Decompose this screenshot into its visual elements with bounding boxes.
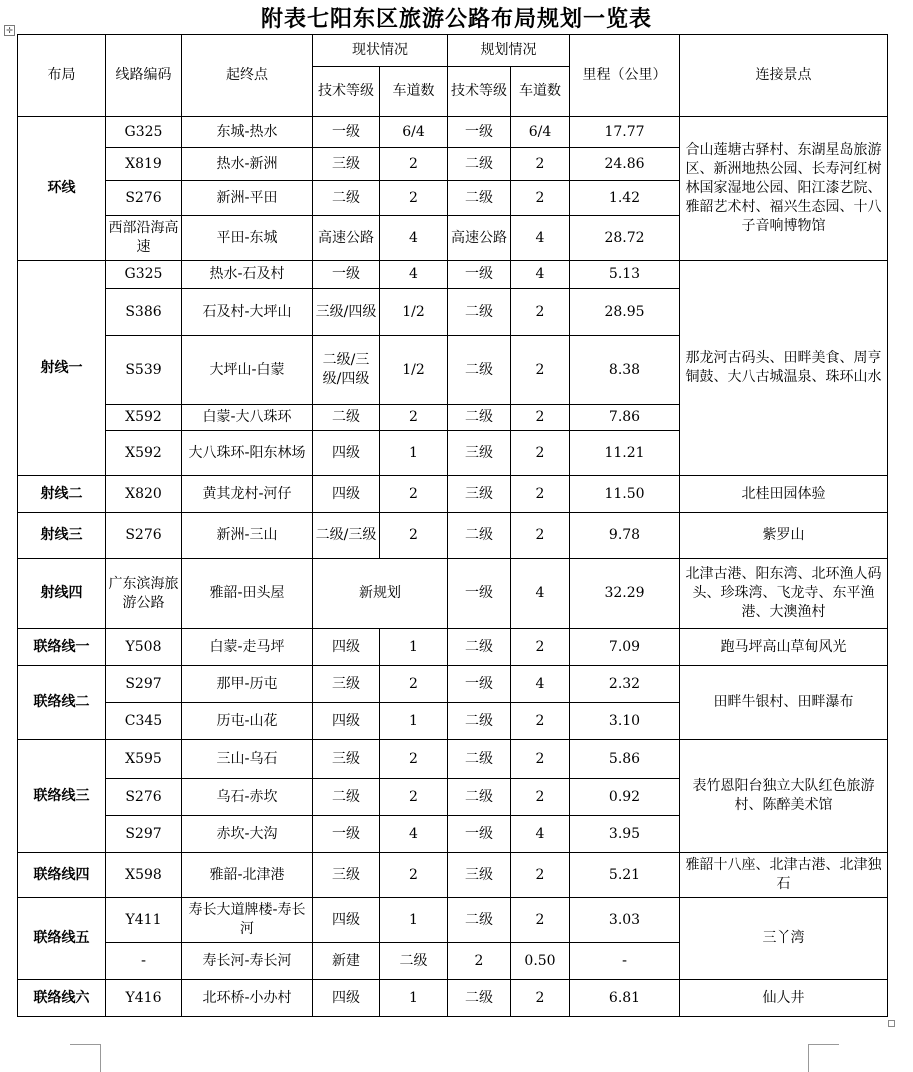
mileage-cell: 9.78 [570, 513, 680, 559]
endpoints-cell: 石及村-大坪山 [182, 289, 313, 336]
current-grade-cell: 三级/四级 [313, 289, 380, 336]
scenic-cell: 田畔牛银村、田畔瀑布 [680, 666, 888, 740]
plan-grade-cell: 一级 [448, 117, 511, 148]
layout-cell: 联络线一 [18, 629, 106, 666]
current-lanes-cell: 2 [380, 513, 448, 559]
mileage-cell: 32.29 [570, 559, 680, 629]
code-cell: X819 [106, 148, 182, 181]
current-grade-cell: 新建 [313, 943, 380, 980]
current-grade-cell: 三级 [313, 853, 380, 898]
current-grade-cell: 一级 [313, 816, 380, 853]
plan-grade-cell: 三级 [448, 431, 511, 476]
mileage-cell: 0.92 [570, 779, 680, 816]
mileage-cell: 7.09 [570, 629, 680, 666]
mileage-cell: 5.13 [570, 261, 680, 289]
code-cell: X820 [106, 476, 182, 513]
scenic-cell: 跑马坪高山草甸风光 [680, 629, 888, 666]
plan-grade-cell: 一级 [448, 261, 511, 289]
plan-grade-cell: 一级 [448, 559, 511, 629]
plan-grade-cell: 二级 [448, 629, 511, 666]
current-lanes-cell: 2 [380, 779, 448, 816]
page-corner-mark-left [70, 1044, 101, 1072]
endpoints-cell: 黄其龙村-河仔 [182, 476, 313, 513]
mileage-cell: 1.42 [570, 181, 680, 216]
code-cell: S276 [106, 513, 182, 559]
code-cell: G325 [106, 117, 182, 148]
code-cell: Y411 [106, 898, 182, 943]
plan-lanes-cell: 4 [511, 559, 570, 629]
code-cell: C345 [106, 703, 182, 740]
endpoints-cell: 北环桥-小办村 [182, 980, 313, 1017]
header-plan-lanes: 车道数 [511, 67, 570, 117]
endpoints-cell: 东城-热水 [182, 117, 313, 148]
mileage-cell: 11.21 [570, 431, 680, 476]
current-lanes-cell: 1/2 [380, 336, 448, 405]
mileage-cell: 28.72 [570, 216, 680, 261]
table-row [18, 853, 888, 898]
endpoints-cell: 赤坎-大沟 [182, 816, 313, 853]
current-lanes-cell: 4 [380, 816, 448, 853]
current-grade-cell: 三级 [313, 666, 380, 703]
current-grade-cell: 二级 [313, 405, 380, 431]
current-lanes-cell: 1 [380, 980, 448, 1017]
plan-grade-cell: 二级 [448, 898, 511, 943]
plan-lanes-cell: 2 [511, 980, 570, 1017]
current-lanes-cell: 2 [380, 666, 448, 703]
current-lanes-cell: 1 [380, 431, 448, 476]
layout-cell: 射线三 [18, 513, 106, 559]
plan-lanes-cell: 2 [511, 740, 570, 779]
code-cell: S539 [106, 336, 182, 405]
current-grade-cell: 四级 [313, 703, 380, 740]
mileage-cell: 8.38 [570, 336, 680, 405]
scenic-cell: 北桂田园体验 [680, 476, 888, 513]
endpoints-cell: 白蒙-大八珠环 [182, 405, 313, 431]
plan-lanes-cell: 4 [511, 816, 570, 853]
current-grade-cell: 四级 [313, 898, 380, 943]
mileage-cell: 3.10 [570, 703, 680, 740]
endpoints-cell: 热水-石及村 [182, 261, 313, 289]
scenic-cell: 仙人井 [680, 980, 888, 1017]
plan-grade-cell: 2 [448, 943, 511, 980]
plan-lanes-cell: 2 [511, 853, 570, 898]
table-row [18, 980, 888, 1017]
table-row [18, 898, 888, 943]
route-plan-table [17, 34, 888, 1017]
code-cell: S276 [106, 779, 182, 816]
plan-lanes-cell: 2 [511, 629, 570, 666]
current-lanes-cell: 4 [380, 261, 448, 289]
header-layout: 布局 [18, 35, 106, 117]
code-cell: G325 [106, 261, 182, 289]
plan-grade-cell: 三级 [448, 476, 511, 513]
header-endpoints: 起终点 [182, 35, 313, 117]
current-grade-cell: 二级/三级 [313, 513, 380, 559]
plan-lanes-cell: 2 [511, 898, 570, 943]
current-grade-cell: 二级 [313, 181, 380, 216]
current-lanes-cell: 6/4 [380, 117, 448, 148]
layout-cell: 射线二 [18, 476, 106, 513]
code-cell: 西部沿海高速 [106, 216, 182, 261]
current-lanes-cell: 4 [380, 216, 448, 261]
current-lanes-cell: 2 [380, 853, 448, 898]
current-lanes-cell: 2 [380, 405, 448, 431]
code-cell: S276 [106, 181, 182, 216]
scenic-cell: 合山莲塘古驿村、东湖星岛旅游区、新洲地热公园、长寿河红树林国家湿地公园、阳江漆艺院、雅韶艺术村、福兴生态园、十八子音响博物馆 [680, 117, 888, 261]
plan-lanes-cell: 4 [511, 261, 570, 289]
plan-grade-cell: 二级 [448, 740, 511, 779]
layout-cell: 联络线三 [18, 740, 106, 853]
code-cell: - [106, 943, 182, 980]
layout-cell: 射线四 [18, 559, 106, 629]
mileage-cell: 28.95 [570, 289, 680, 336]
layout-cell: 联络线二 [18, 666, 106, 740]
current-lanes-cell: 1 [380, 898, 448, 943]
plan-grade-cell: 三级 [448, 853, 511, 898]
table-row [18, 261, 888, 289]
plan-grade-cell: 二级 [448, 336, 511, 405]
endpoints-cell: 乌石-赤坎 [182, 779, 313, 816]
plan-grade-cell: 高速公路 [448, 216, 511, 261]
plan-grade-cell: 二级 [448, 181, 511, 216]
code-cell: S297 [106, 666, 182, 703]
layout-cell: 射线一 [18, 261, 106, 476]
current-lanes-cell: 2 [380, 740, 448, 779]
plan-lanes-cell: 0.50 [511, 943, 570, 980]
plan-lanes-cell: 2 [511, 336, 570, 405]
mileage-cell: 3.95 [570, 816, 680, 853]
endpoints-cell: 平田-东城 [182, 216, 313, 261]
current-grade-cell: 一级 [313, 261, 380, 289]
mileage-cell: 7.86 [570, 405, 680, 431]
code-cell: X595 [106, 740, 182, 779]
current-grade-cell: 四级 [313, 476, 380, 513]
plan-lanes-cell: 6/4 [511, 117, 570, 148]
endpoints-cell: 寿长河-寿长河 [182, 943, 313, 980]
table-resize-handle[interactable] [888, 1020, 895, 1027]
header-code: 线路编码 [106, 35, 182, 117]
plan-lanes-cell: 2 [511, 476, 570, 513]
plan-lanes-cell: 2 [511, 289, 570, 336]
current-grade-cell: 四级 [313, 629, 380, 666]
endpoints-cell: 三山-乌石 [182, 740, 313, 779]
plan-grade-cell: 二级 [448, 703, 511, 740]
code-cell: X592 [106, 431, 182, 476]
plan-grade-cell: 二级 [448, 289, 511, 336]
code-cell: X592 [106, 405, 182, 431]
current-lanes-cell: 1 [380, 703, 448, 740]
scenic-cell: 紫罗山 [680, 513, 888, 559]
header-current-grade: 技术等级 [313, 67, 380, 117]
table-row [18, 117, 888, 148]
mileage-cell: 3.03 [570, 898, 680, 943]
table-row [18, 666, 888, 703]
table-row [18, 629, 888, 666]
endpoints-cell: 白蒙-走马坪 [182, 629, 313, 666]
endpoints-cell: 寿长大道牌楼-寿长河 [182, 898, 313, 943]
header-plan-grade: 技术等级 [448, 67, 511, 117]
current-lanes-cell: 1 [380, 629, 448, 666]
endpoints-cell: 大八珠环-阳东林场 [182, 431, 313, 476]
current-grade-cell: 高速公路 [313, 216, 380, 261]
scenic-cell: 雅韶十八座、北津古港、北津独石 [680, 853, 888, 898]
mileage-cell: 5.86 [570, 740, 680, 779]
current-lanes-cell: 2 [380, 148, 448, 181]
endpoints-cell: 热水-新洲 [182, 148, 313, 181]
code-cell: Y416 [106, 980, 182, 1017]
layout-cell: 联络线五 [18, 898, 106, 980]
plan-lanes-cell: 2 [511, 148, 570, 181]
header-scenic: 连接景点 [680, 35, 888, 117]
current-grade-cell: 三级 [313, 740, 380, 779]
endpoints-cell: 大坪山-白蒙 [182, 336, 313, 405]
scenic-cell: 表竹恩阳台独立大队红色旅游村、陈醉美术馆 [680, 740, 888, 853]
plan-lanes-cell: 2 [511, 513, 570, 559]
mileage-cell: 2.32 [570, 666, 680, 703]
current-grade-cell: 二级/三级/四级 [313, 336, 380, 405]
scenic-cell: 那龙河古码头、田畔美食、周亨铜鼓、大八古城温泉、珠环山水 [680, 261, 888, 476]
table-row [18, 513, 888, 559]
plan-lanes-cell: 4 [511, 216, 570, 261]
current-grade-cell: 二级 [313, 779, 380, 816]
table-row [18, 476, 888, 513]
code-cell: Y508 [106, 629, 182, 666]
plan-grade-cell: 二级 [448, 148, 511, 181]
header-planned: 规划情况 [448, 35, 570, 67]
plan-grade-cell: 二级 [448, 513, 511, 559]
layout-cell: 联络线四 [18, 853, 106, 898]
current-grade-cell: 一级 [313, 117, 380, 148]
scenic-cell: 三丫湾 [680, 898, 888, 980]
endpoints-cell: 雅韶-北津港 [182, 853, 313, 898]
layout-cell: 环线 [18, 117, 106, 261]
code-cell: S297 [106, 816, 182, 853]
plan-grade-cell: 二级 [448, 980, 511, 1017]
scenic-cell: 北津古港、阳东湾、北环渔人码头、珍珠湾、飞龙寺、东平渔港、大澳渔村 [680, 559, 888, 629]
endpoints-cell: 历屯-山花 [182, 703, 313, 740]
mileage-cell: 6.81 [570, 980, 680, 1017]
current-lanes-cell: 1/2 [380, 289, 448, 336]
plan-lanes-cell: 2 [511, 405, 570, 431]
plan-grade-cell: 二级 [448, 779, 511, 816]
header-current: 现状情况 [313, 35, 448, 67]
move-cross-icon[interactable]: ✛ [4, 25, 15, 36]
endpoints-cell: 那甲-历屯 [182, 666, 313, 703]
plan-grade-cell: 二级 [448, 405, 511, 431]
current-grade-cell: 四级 [313, 431, 380, 476]
endpoints-cell: 新洲-平田 [182, 181, 313, 216]
current-lanes-cell: 2 [380, 476, 448, 513]
current-grade-cell: 三级 [313, 148, 380, 181]
current-grade-cell: 四级 [313, 980, 380, 1017]
layout-cell: 联络线六 [18, 980, 106, 1017]
current-lanes-cell: 2 [380, 181, 448, 216]
current-lanes-cell: 二级 [380, 943, 448, 980]
header-current-lanes: 车道数 [380, 67, 448, 117]
plan-lanes-cell: 2 [511, 181, 570, 216]
plan-lanes-cell: 4 [511, 666, 570, 703]
plan-lanes-cell: 2 [511, 703, 570, 740]
code-cell: 广东滨海旅游公路 [106, 559, 182, 629]
code-cell: X598 [106, 853, 182, 898]
table-row [18, 559, 888, 629]
page-title: 附表七阳东区旅游公路布局规划一览表 [260, 7, 652, 32]
plan-lanes-cell: 2 [511, 779, 570, 816]
mileage-cell: 5.21 [570, 853, 680, 898]
plan-grade-cell: 一级 [448, 816, 511, 853]
page-corner-mark-right [808, 1044, 839, 1072]
endpoints-cell: 雅韶-田头屋 [182, 559, 313, 629]
header-mileage: 里程（公里） [570, 35, 680, 117]
mileage-cell: 11.50 [570, 476, 680, 513]
current-merged-cell: 新规划 [313, 559, 448, 629]
mileage-cell: 17.77 [570, 117, 680, 148]
plan-grade-cell: 一级 [448, 666, 511, 703]
table-row [18, 740, 888, 779]
mileage-cell: 24.86 [570, 148, 680, 181]
endpoints-cell: 新洲-三山 [182, 513, 313, 559]
mileage-cell: - [570, 943, 680, 980]
code-cell: S386 [106, 289, 182, 336]
plan-lanes-cell: 2 [511, 431, 570, 476]
